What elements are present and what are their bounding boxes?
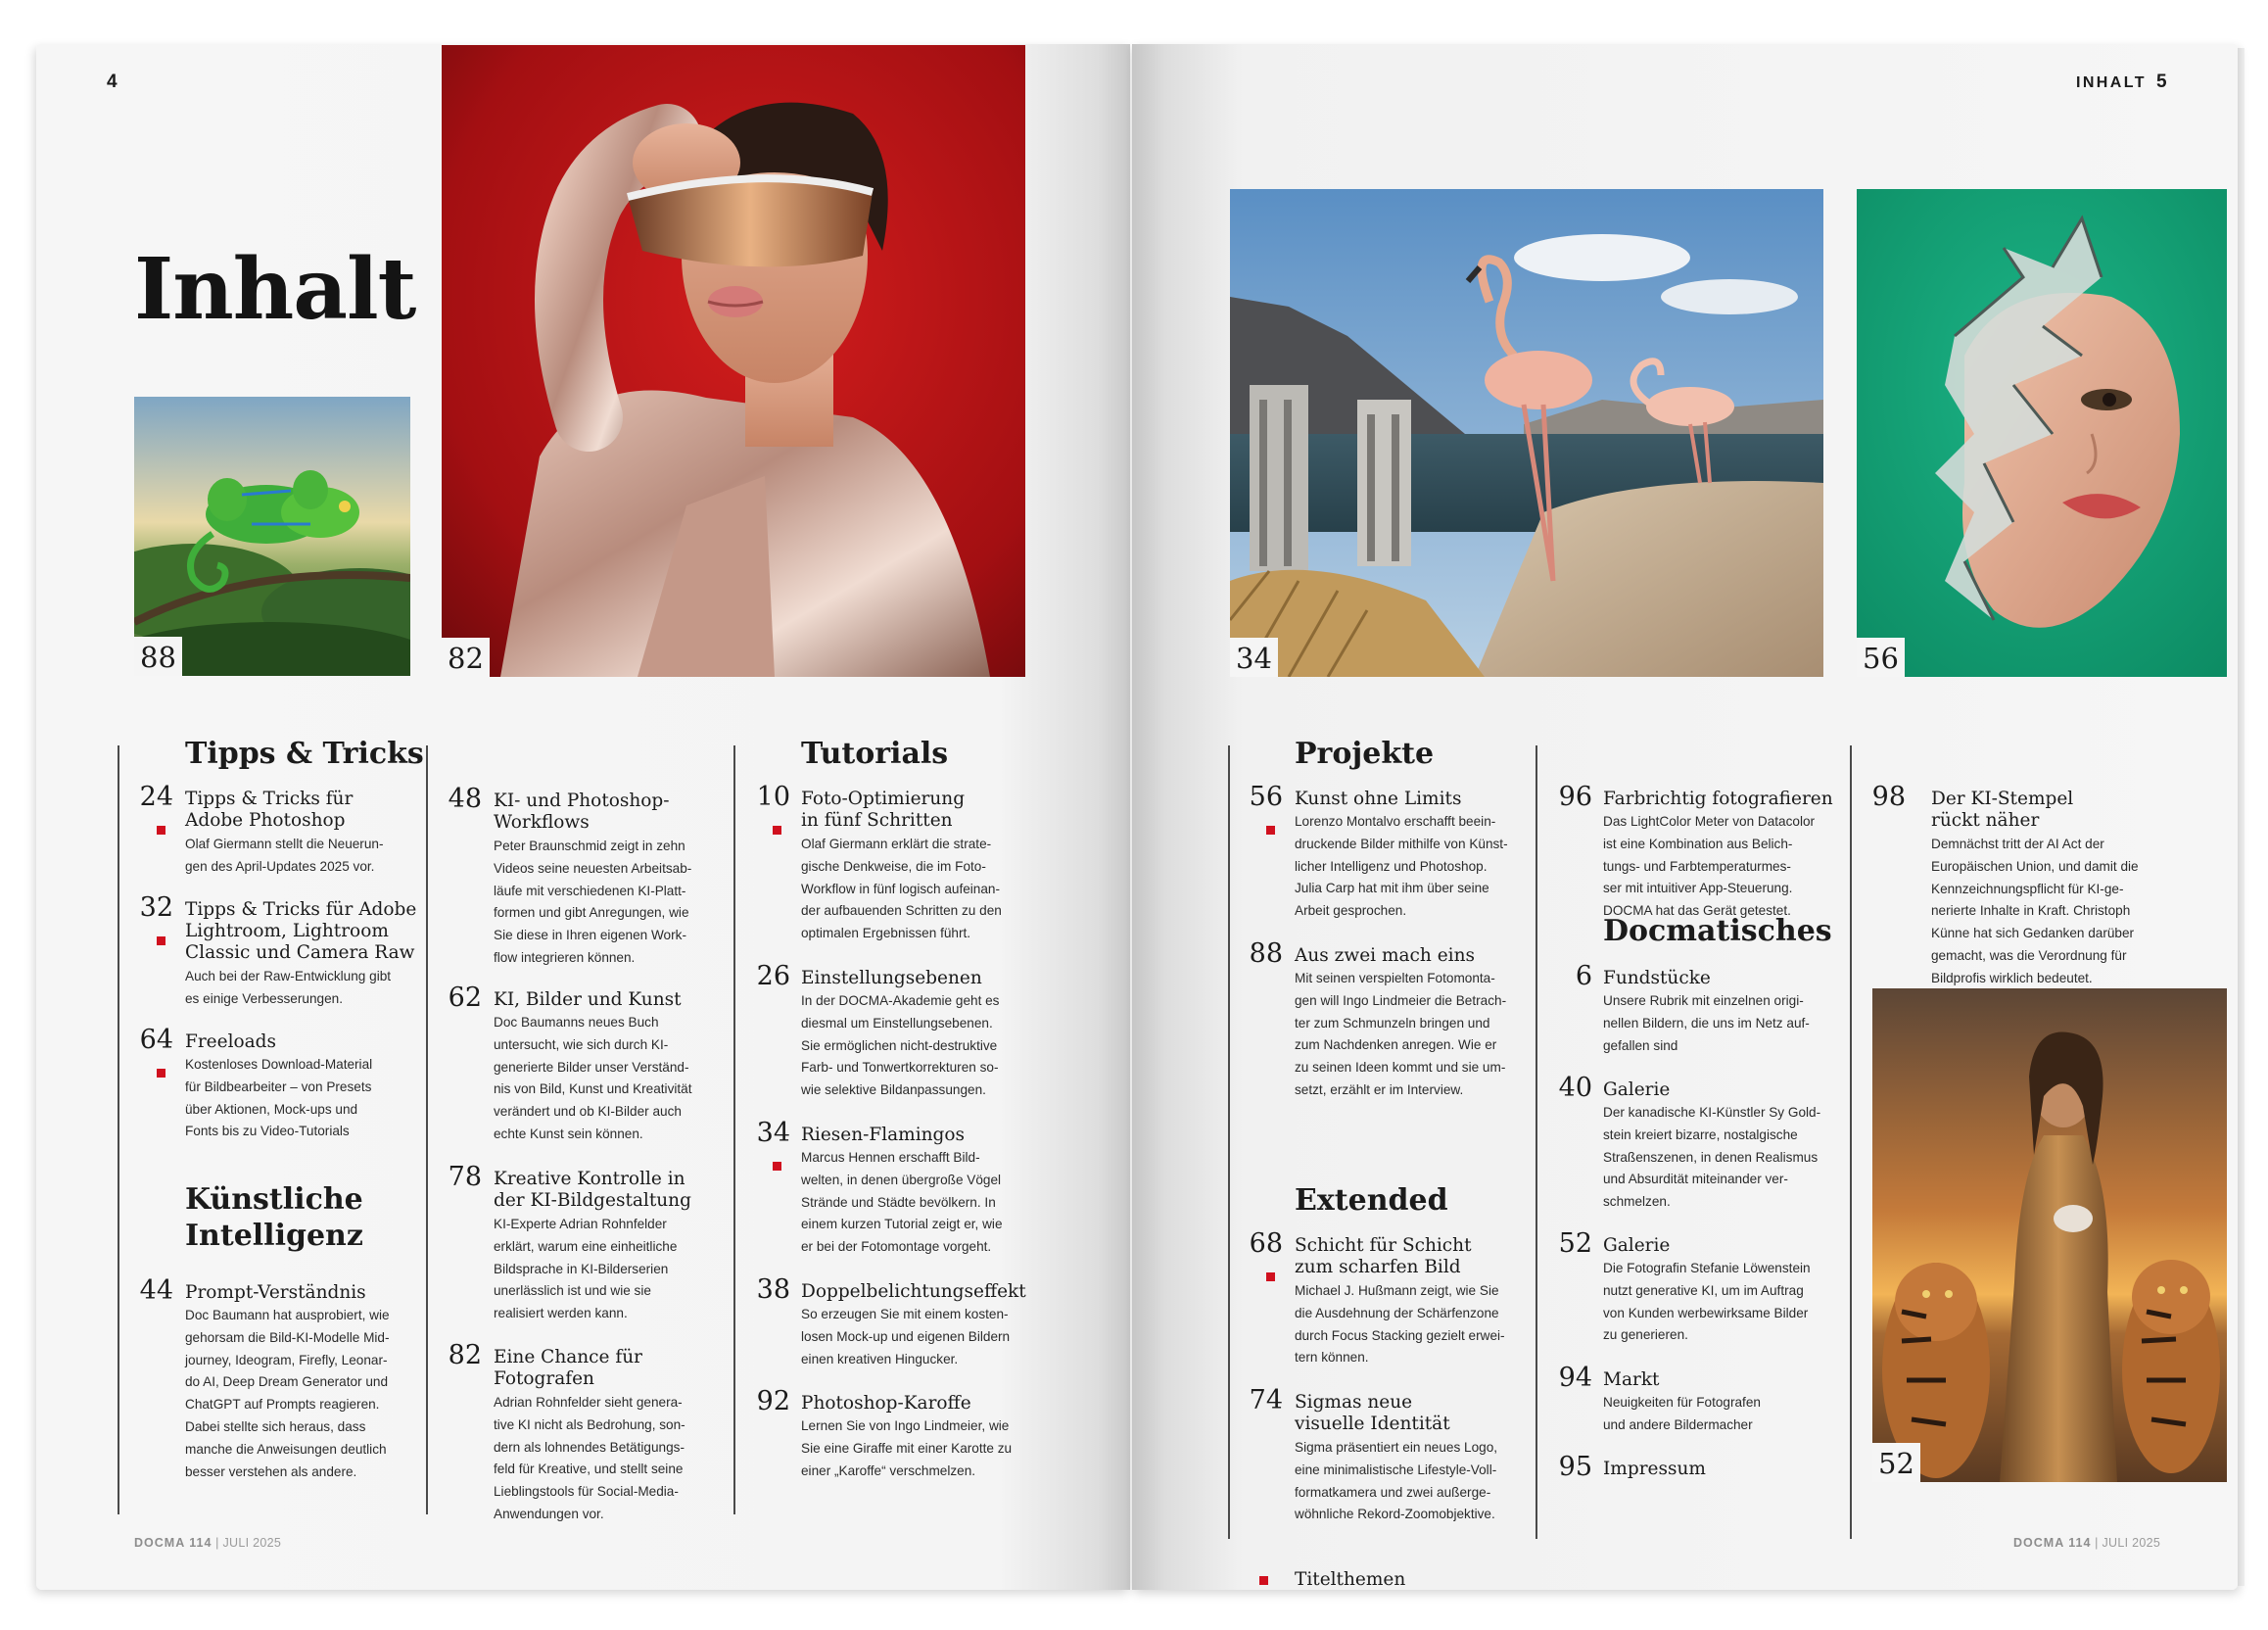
entry-page-number: 38 [756, 1274, 790, 1305]
entry-description: Doc Baumanns neues Buch untersucht, wie sich durch KI- generierte Bilder unser Verständ- nis von Bild, Kunst und Kreativität verändert und ob KI-Bilder auch echte Kunst sein können. [494, 1015, 692, 1141]
entry-description: Mit seinen verspielten Fotomonta- gen will Ingo Lindmeier die Betrach- ter zum Schmunzeln bringen und zum Nachdenken anregen. Wie er zu seinen Ideen kommt und sie um- setzt, erzählt er im Interview. [1295, 971, 1507, 1097]
entry-page-number: 44 [139, 1275, 173, 1306]
entry-title: Der KI-Stempel rückt näher [1931, 789, 2074, 831]
entry-description: Sigma präsentiert ein neues Logo, eine minimalistische Lifestyle-Voll- formatkamera und zwei außerge- wöhnliche Rekord-Zoomobjektive. [1295, 1440, 1498, 1522]
entry-description: Auch bei der Raw-Entwicklung gibt es einige Verbesserungen. [185, 969, 392, 1006]
section-heading-projekte: Projekte [1295, 737, 1435, 771]
entry-page-number: 52 [1558, 1228, 1592, 1259]
legend-marker [1259, 1576, 1268, 1585]
section-heading-ki: Künstliche Intelligenz [185, 1182, 363, 1253]
column-rule [1536, 745, 1537, 1539]
page-title: Inhalt [134, 240, 416, 339]
entry-title: Kunst ohne Limits [1295, 789, 1462, 809]
chameleon-image [134, 397, 410, 676]
featured-marker [1266, 1272, 1275, 1281]
column-rule [1228, 745, 1230, 1539]
entry-title: Kreative Kontrolle in der KI-Bildgestaltung [494, 1169, 691, 1211]
entry-page-number: 98 [1871, 782, 1906, 812]
entry-title: Foto-Optimierung in fünf Schritten [801, 789, 966, 831]
entry-title: Prompt-Verständnis [185, 1282, 366, 1303]
entry-title: Galerie [1603, 1235, 1671, 1256]
entry-page-number: 68 [1249, 1228, 1283, 1259]
entry-description: Lorenzo Montalvo erschafft beein- druckende Bilder mithilfe von Künst- licher Intelligenz und Photoshop. Julia Carp hat mit ihm über seine Arbeit gesprochen. [1295, 814, 1508, 919]
entry-page-number: 62 [448, 983, 482, 1013]
section-heading-tipps: Tipps & Tricks [185, 737, 424, 771]
left-page [36, 44, 1130, 1590]
entry-description: Neuigkeiten für Fotografen und andere Bildermacher [1603, 1395, 1761, 1432]
flamingo-dam-image [1230, 189, 1823, 677]
right-page-number: 5 [2156, 72, 2168, 92]
entry-description: Doc Baumann hat ausprobiert, wie gehorsam die Bild-KI-Modelle Mid- journey, Ideogram, Firefly, Leonar- do AI, Deep Dream Generator und ChatGPT auf Prompts reagieren. Dabei stellte sich heraus, dass manche die Anweisungen deutlich besser verstehen als andere. [185, 1308, 390, 1479]
entry-page-number: 24 [139, 782, 173, 812]
entry-page-number: 32 [139, 892, 173, 923]
featured-marker [773, 826, 781, 835]
image-page-ref: 56 [1857, 638, 1905, 677]
entry-description: Kostenloses Download-Material für Bildbearbeiter – von Presets über Aktionen, Mock-ups und Fonts bis zu Video-Tutorials [185, 1057, 373, 1139]
entry-description: Lernen Sie von Ingo Lindmeier, wie Sie eine Giraffe mit einer Karotte zu einer „Karoffe“ verschmelzen. [801, 1418, 1013, 1478]
entry-description: Der kanadische KI-Künstler Sy Gold- stein kreiert bizarre, nostalgische Straßenszenen, in denen Realismus und Absurdität miteinander ver- schmelzen. [1603, 1105, 1821, 1210]
entry-description: Marcus Hennen erschafft Bild- welten, in denen übergroße Vögel Strände und Städte bevölkern. In einem kurzen Tutorial zeigt er, wie er bei der Fotomontage vorgeht. [801, 1150, 1003, 1255]
entry-page-number: 64 [139, 1025, 173, 1055]
entry-title: Freeloads [185, 1031, 276, 1052]
column-rule [118, 745, 119, 1514]
entry-description: KI-Experte Adrian Rohnfelder erklärt, warum eine einheitliche Bildsprache in KI-Bilderserien unerlässlich ist und wie sie realisiert werden kann. [494, 1217, 678, 1321]
entry-page-number: 78 [448, 1162, 482, 1192]
featured-marker [773, 1162, 781, 1171]
entry-page-number: 56 [1249, 782, 1283, 812]
entry-description: So erzeugen Sie mit einem kosten- losen Mock-up und eigenen Bildern einen kreativen Hingucker. [801, 1307, 1011, 1366]
entry-title: Tipps & Tricks für Adobe Photoshop [185, 789, 354, 831]
entry-title: Schicht für Schicht zum scharfen Bild [1295, 1235, 1472, 1277]
entry-page-number: 88 [1249, 938, 1283, 969]
entry-title: Farbrichtig fotografieren [1603, 789, 1833, 809]
entry-description: Olaf Giermann erklärt die strate- gische Denkweise, die im Foto- Workflow in fünf logisch aufeinan- der aufbauenden Schritten zu den optimalen Ergebnissen führt. [801, 837, 1002, 941]
entry-title: Doppelbelichtungseffekt [801, 1281, 1026, 1302]
image-page-ref: 34 [1230, 638, 1278, 677]
entry-description: Adrian Rohnfelder sieht genera- tive KI nicht als Bedrohung, son- dern als lohnendes Betätigungs- feld für Kreative, und stellt seine Lieblingstools für Social-Media- Anwendungen vor. [494, 1395, 685, 1521]
entry-title: Aus zwei mach eins [1295, 945, 1475, 966]
section-heading-docmatisches: Docmatisches [1603, 914, 1832, 948]
column-rule [426, 745, 428, 1514]
featured-marker [1266, 826, 1275, 835]
broken-glass-face-image [1857, 189, 2227, 677]
entry-page-number: 95 [1558, 1452, 1592, 1482]
entry-page-number: 26 [756, 961, 790, 991]
entry-page-number: 6 [1575, 961, 1592, 991]
left-page-number: 4 [107, 72, 118, 92]
entry-description: Michael J. Hußmann zeigt, wie Sie die Ausdehnung der Schärfenzone durch Focus Stacking gezielt erwei- tern können. [1295, 1283, 1505, 1366]
entry-description: In der DOCMA-Akademie geht es diesmal um Einstellungsebenen. Sie ermöglichen nicht-destruktive Farb- und Tonwertkorrekturen so- wie selektive Bildanpassungen. [801, 993, 1000, 1098]
entry-page-number: 96 [1558, 782, 1592, 812]
entry-title: KI- und Photoshop- Workflows [494, 791, 670, 833]
entry-page-number: 74 [1249, 1385, 1283, 1415]
entry-title: Galerie [1603, 1079, 1671, 1100]
running-head: INHALT [2076, 74, 2147, 91]
right-page [1132, 44, 2238, 1590]
entry-page-number: 94 [1558, 1363, 1592, 1393]
entry-page-number: 34 [756, 1118, 790, 1148]
column-rule [733, 745, 735, 1514]
page-footer: DOCMA 114 | JULI 2025 [134, 1536, 282, 1550]
entry-title: Impressum [1603, 1459, 1706, 1479]
featured-marker [157, 1069, 165, 1078]
entry-description: Die Fotografin Stefanie Löwenstein nutzt generative KI, um im Auftrag von Kunden werbewirksame Bilder zu generieren. [1603, 1261, 1811, 1343]
entry-title: Eine Chance für Fotografen [494, 1347, 642, 1389]
entry-title: Riesen-Flamingos [801, 1125, 966, 1145]
featured-marker [157, 936, 165, 945]
entry-description: Olaf Giermann stellt die Neuerun- gen des April-Updates 2025 vor. [185, 837, 384, 874]
entry-description: Unsere Rubrik mit einzelnen origi- nellen Bildern, die uns im Netz auf- gefallen sind [1603, 993, 1810, 1053]
entry-page-number: 10 [756, 782, 790, 812]
entry-description: Peter Braunschmid zeigt in zehn Videos seine neuesten Arbeitsab- läufe mit verschiedenen KI-Platt- formen und gibt Anregungen, wie Sie diese in Ihren eigenen Work- flow integrieren können. [494, 839, 692, 965]
image-page-ref: 82 [442, 638, 490, 677]
entry-page-number: 48 [448, 784, 482, 814]
entry-title: Sigmas neue visuelle Identität [1295, 1392, 1450, 1434]
section-heading-tutorials: Tutorials [801, 737, 949, 771]
entry-title: Fundstücke [1603, 968, 1711, 988]
entry-page-number: 82 [448, 1340, 482, 1370]
entry-page-number: 92 [756, 1386, 790, 1416]
woman-visor-image [442, 45, 1025, 677]
entry-title: Markt [1603, 1369, 1660, 1390]
entry-title: Photoshop-Karoffe [801, 1393, 971, 1414]
image-page-ref: 88 [134, 637, 182, 676]
entry-title: KI, Bilder und Kunst [494, 989, 682, 1010]
entry-page-number: 40 [1558, 1073, 1592, 1103]
column-rule [1850, 745, 1852, 1539]
entry-description: Demnächst tritt der AI Act der Europäischen Union, und damit die Kennzeichnungspflicht für KI-ge- nerierte Inhalte in Kraft. Christoph Künne hat sich Gedanken darüber gemacht, was die Verordnung für Bildprofis wirklich bedeutet. [1931, 837, 2139, 985]
entry-title: Einstellungsebenen [801, 968, 982, 988]
woman-tigers-image [1872, 988, 2227, 1482]
page-footer: DOCMA 114 | JULI 2025 [2013, 1536, 2161, 1550]
section-heading-extended: Extended [1295, 1183, 1448, 1218]
entry-description: Das LightColor Meter von Datacolor ist eine Kombination aus Belich- tungs- und Farbtemperaturmes- ser mit intuitiver App-Steuerung. DOCMA hat das Gerät getestet. [1603, 814, 1816, 919]
legend-label: Titelthemen [1295, 1569, 1406, 1590]
entry-title: Tipps & Tricks für Adobe Lightroom, Lightroom Classic und Camera Raw [185, 899, 417, 963]
image-page-ref: 52 [1872, 1443, 1920, 1482]
featured-marker [157, 826, 165, 835]
